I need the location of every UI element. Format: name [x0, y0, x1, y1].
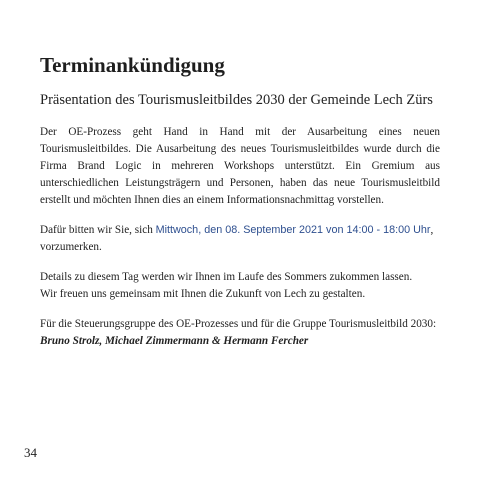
page-title: Terminankündigung	[40, 53, 225, 77]
event-date-highlight: Mittwoch, den 08. September 2021 von 14:00 - 18:00 Uhr	[155, 224, 431, 236]
date-paragraph-after: , vorzumerken.	[40, 224, 434, 253]
date-paragraph	[40, 222, 440, 256]
details-line-2: Wir freuen uns gemeinsam mit Ihnen die Zukunft von Lech zu gestalten.	[40, 288, 366, 300]
intro-paragraph: Der OE-Prozess geht Hand in Hand mit der Ausarbeitung eines neuen Tourismusleitbildes. Die Ausarbeitung des neues Tourismusleitbildes wurde durch die Firma Brand Logic in mehreren Workshops unterstützt. Ein Gremium aus unterschiedlichen Leistungsträgern und Personen, haben das neue Tourismusleitbild erstellt und möchten Ihnen dies an einem Informationsnachmittag vorstellen.	[40, 126, 440, 206]
details-paragraph	[40, 269, 440, 303]
signature-intro: Für die Steuerungsgruppe des OE-Prozesses und für die Gruppe Tourismusleitbild 2030:	[40, 318, 437, 330]
signature-paragraph	[40, 316, 440, 350]
signers-names: Bruno Strolz, Michael Zimmermann & Hermann Fercher	[40, 335, 309, 347]
details-line-1: Details zu diesem Tag werden wir Ihnen im Laufe des Sommers zukommen lassen.	[40, 271, 413, 283]
page-content	[40, 52, 440, 363]
page-number: 34	[24, 445, 37, 460]
page-subtitle: Präsentation des Tourismusleitbildes 2030 der Gemeinde Lech Zürs	[40, 92, 433, 108]
date-paragraph-before: Dafür bitten wir Sie, sich	[40, 224, 156, 236]
